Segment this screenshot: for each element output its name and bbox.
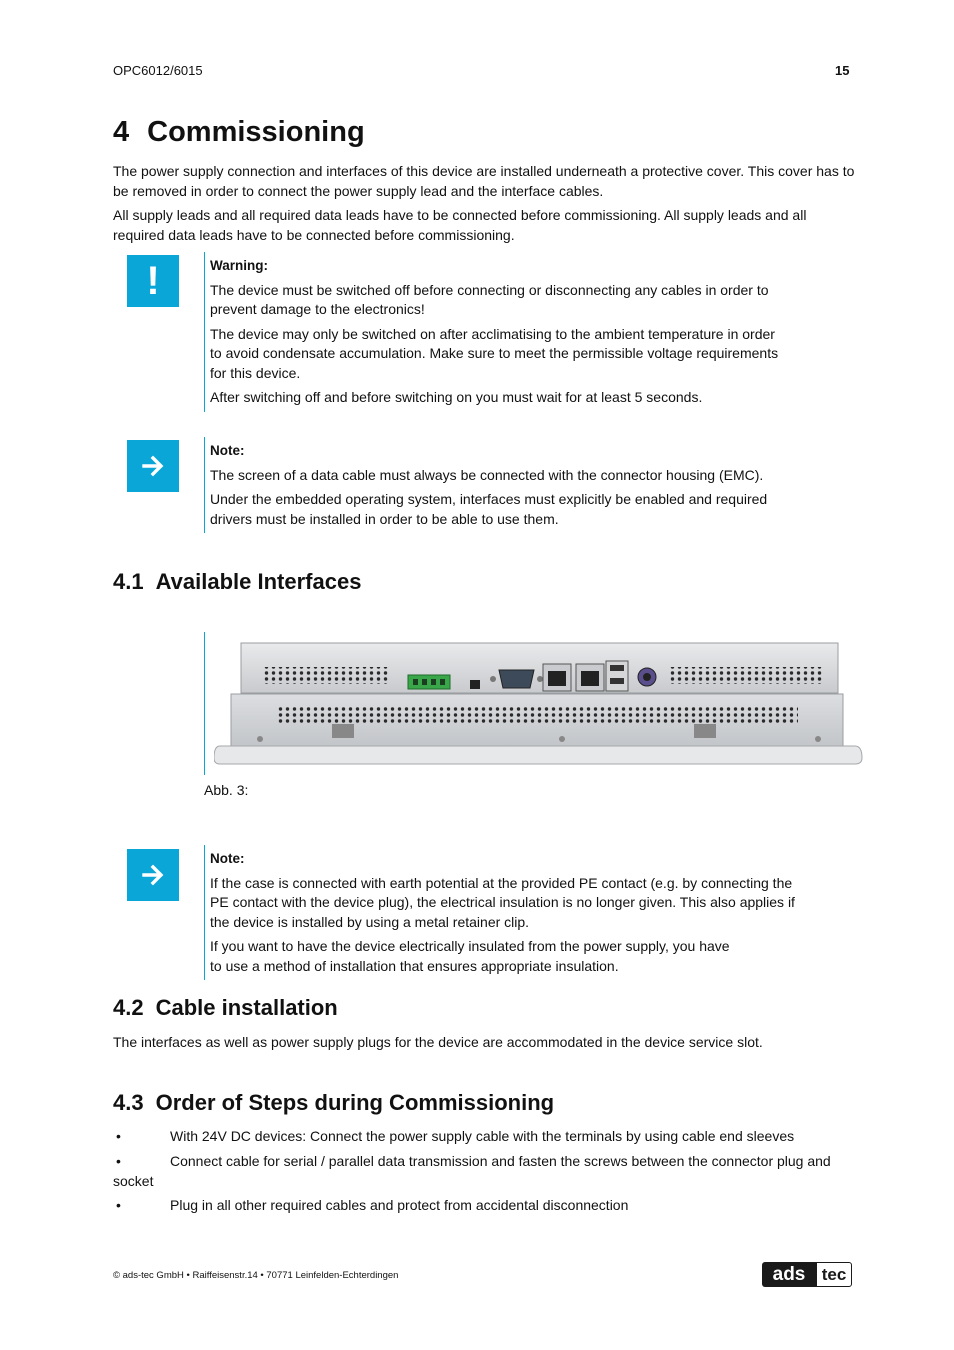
note2-divider (204, 845, 205, 980)
section-4-3-number: 4.3 (113, 1090, 144, 1115)
bullet-symbol: • (116, 1153, 121, 1169)
section-4-1-title: Available Interfaces (155, 569, 362, 594)
list-item (113, 1127, 858, 1147)
warning-paragraph-3: After switching off and before switching on you must wait for at least 5 seconds. (210, 389, 703, 405)
device-interfaces-image (214, 640, 864, 768)
header-doc-code: OPC6012/6015 (113, 63, 203, 78)
section-4-2-heading (113, 995, 338, 1021)
list-item-text: With 24V DC devices: Connect the power supply cable with the terminals by using cable end sleeves (170, 1128, 795, 1144)
list-item (113, 1152, 858, 1191)
footer-text: © ads-tec GmbH • Raiffeisenstr.14 • 70771 Leinfelden-Echterdingen (113, 1270, 399, 1281)
warning-divider (204, 252, 205, 412)
list-item-text: Connect cable for serial / parallel data transmission and fasten the screws between the connector plug and socket (113, 1153, 831, 1189)
warning-paragraph-1: The device must be switched off before connecting or disconnecting any cables in order to prevent damage to the electronics! (210, 281, 769, 317)
section-4-3-title: Order of Steps during Commissioning (155, 1090, 555, 1115)
logo-ads-part: ads (762, 1262, 816, 1287)
page-number: 15 (835, 63, 850, 78)
intro-paragraph-2: All supply leads and all required data leads have to be connected before commissioning. All supply leads and all required data leads have to be connected before commissioning. (113, 207, 807, 243)
section-4-1-heading (113, 569, 361, 595)
chapter-title-text: Commissioning (147, 116, 365, 148)
note2-block (210, 849, 810, 981)
intro-paragraph-1: The power supply connection and interfaces of this device are installed underneath a protective cover. This cover has to be removed in order to connect the power supply lead and the interface cables. (113, 163, 855, 199)
bullet-symbol: • (116, 1197, 121, 1213)
section-4-2-title: Cable installation (155, 995, 338, 1020)
warning-icon: ! (127, 255, 179, 307)
note1-paragraph-1: The screen of a data cable must always be connected with the connector housing (EMC). (210, 466, 764, 483)
figure-caption: Abb. 3: (204, 782, 249, 798)
warning-label: Warning: (210, 258, 268, 273)
figure-divider (204, 632, 205, 775)
note1-divider (204, 437, 205, 533)
list-item-text: Plug in all other required cables and protect from accidental disconnection (170, 1197, 629, 1213)
section-4-2-text: The interfaces as well as power supply plugs for the device are accommodated in the device service slot. (113, 1034, 763, 1050)
section-4-1-number: 4.1 (113, 569, 144, 594)
note2-paragraph-2: If you want to have the device electrically insulated from the power supply, you have to use a method of installation that ensures appropriate insulation. (210, 938, 730, 974)
note2-paragraph-1: If the case is connected with earth potential at the provided PE contact (e.g. by connecting the PE contact with the device plug), the electrical insulation is no longer given. This also applies if the device is installed by using a metal retainer clip. (210, 874, 795, 930)
note1-paragraph-2: Under the embedded operating system, interfaces must explicitly be enabled and required drivers must be installed in order to be able to use them. (210, 491, 768, 527)
section-4-2-number: 4.2 (113, 995, 144, 1020)
bullet-symbol: • (116, 1128, 121, 1144)
ads-tec-logo (762, 1262, 852, 1287)
list-item (113, 1196, 858, 1216)
warning-paragraph-2: The device may only be switched on after acclimatising to the ambient temperature in order to avoid condensate accumulation. Make sure to meet the permissible voltage requirements for this device. (210, 325, 779, 381)
note1-block (210, 441, 810, 534)
logo-tec-part: tec (816, 1262, 852, 1287)
section-4-3-heading (113, 1090, 554, 1116)
warning-block (210, 256, 810, 413)
chapter-title (113, 116, 365, 149)
note2-label: Note: (210, 851, 245, 866)
arrow-right-icon (127, 849, 179, 901)
note1-label: Note: (210, 443, 245, 458)
arrow-right-icon (127, 440, 179, 492)
chapter-number: 4 (113, 116, 130, 148)
